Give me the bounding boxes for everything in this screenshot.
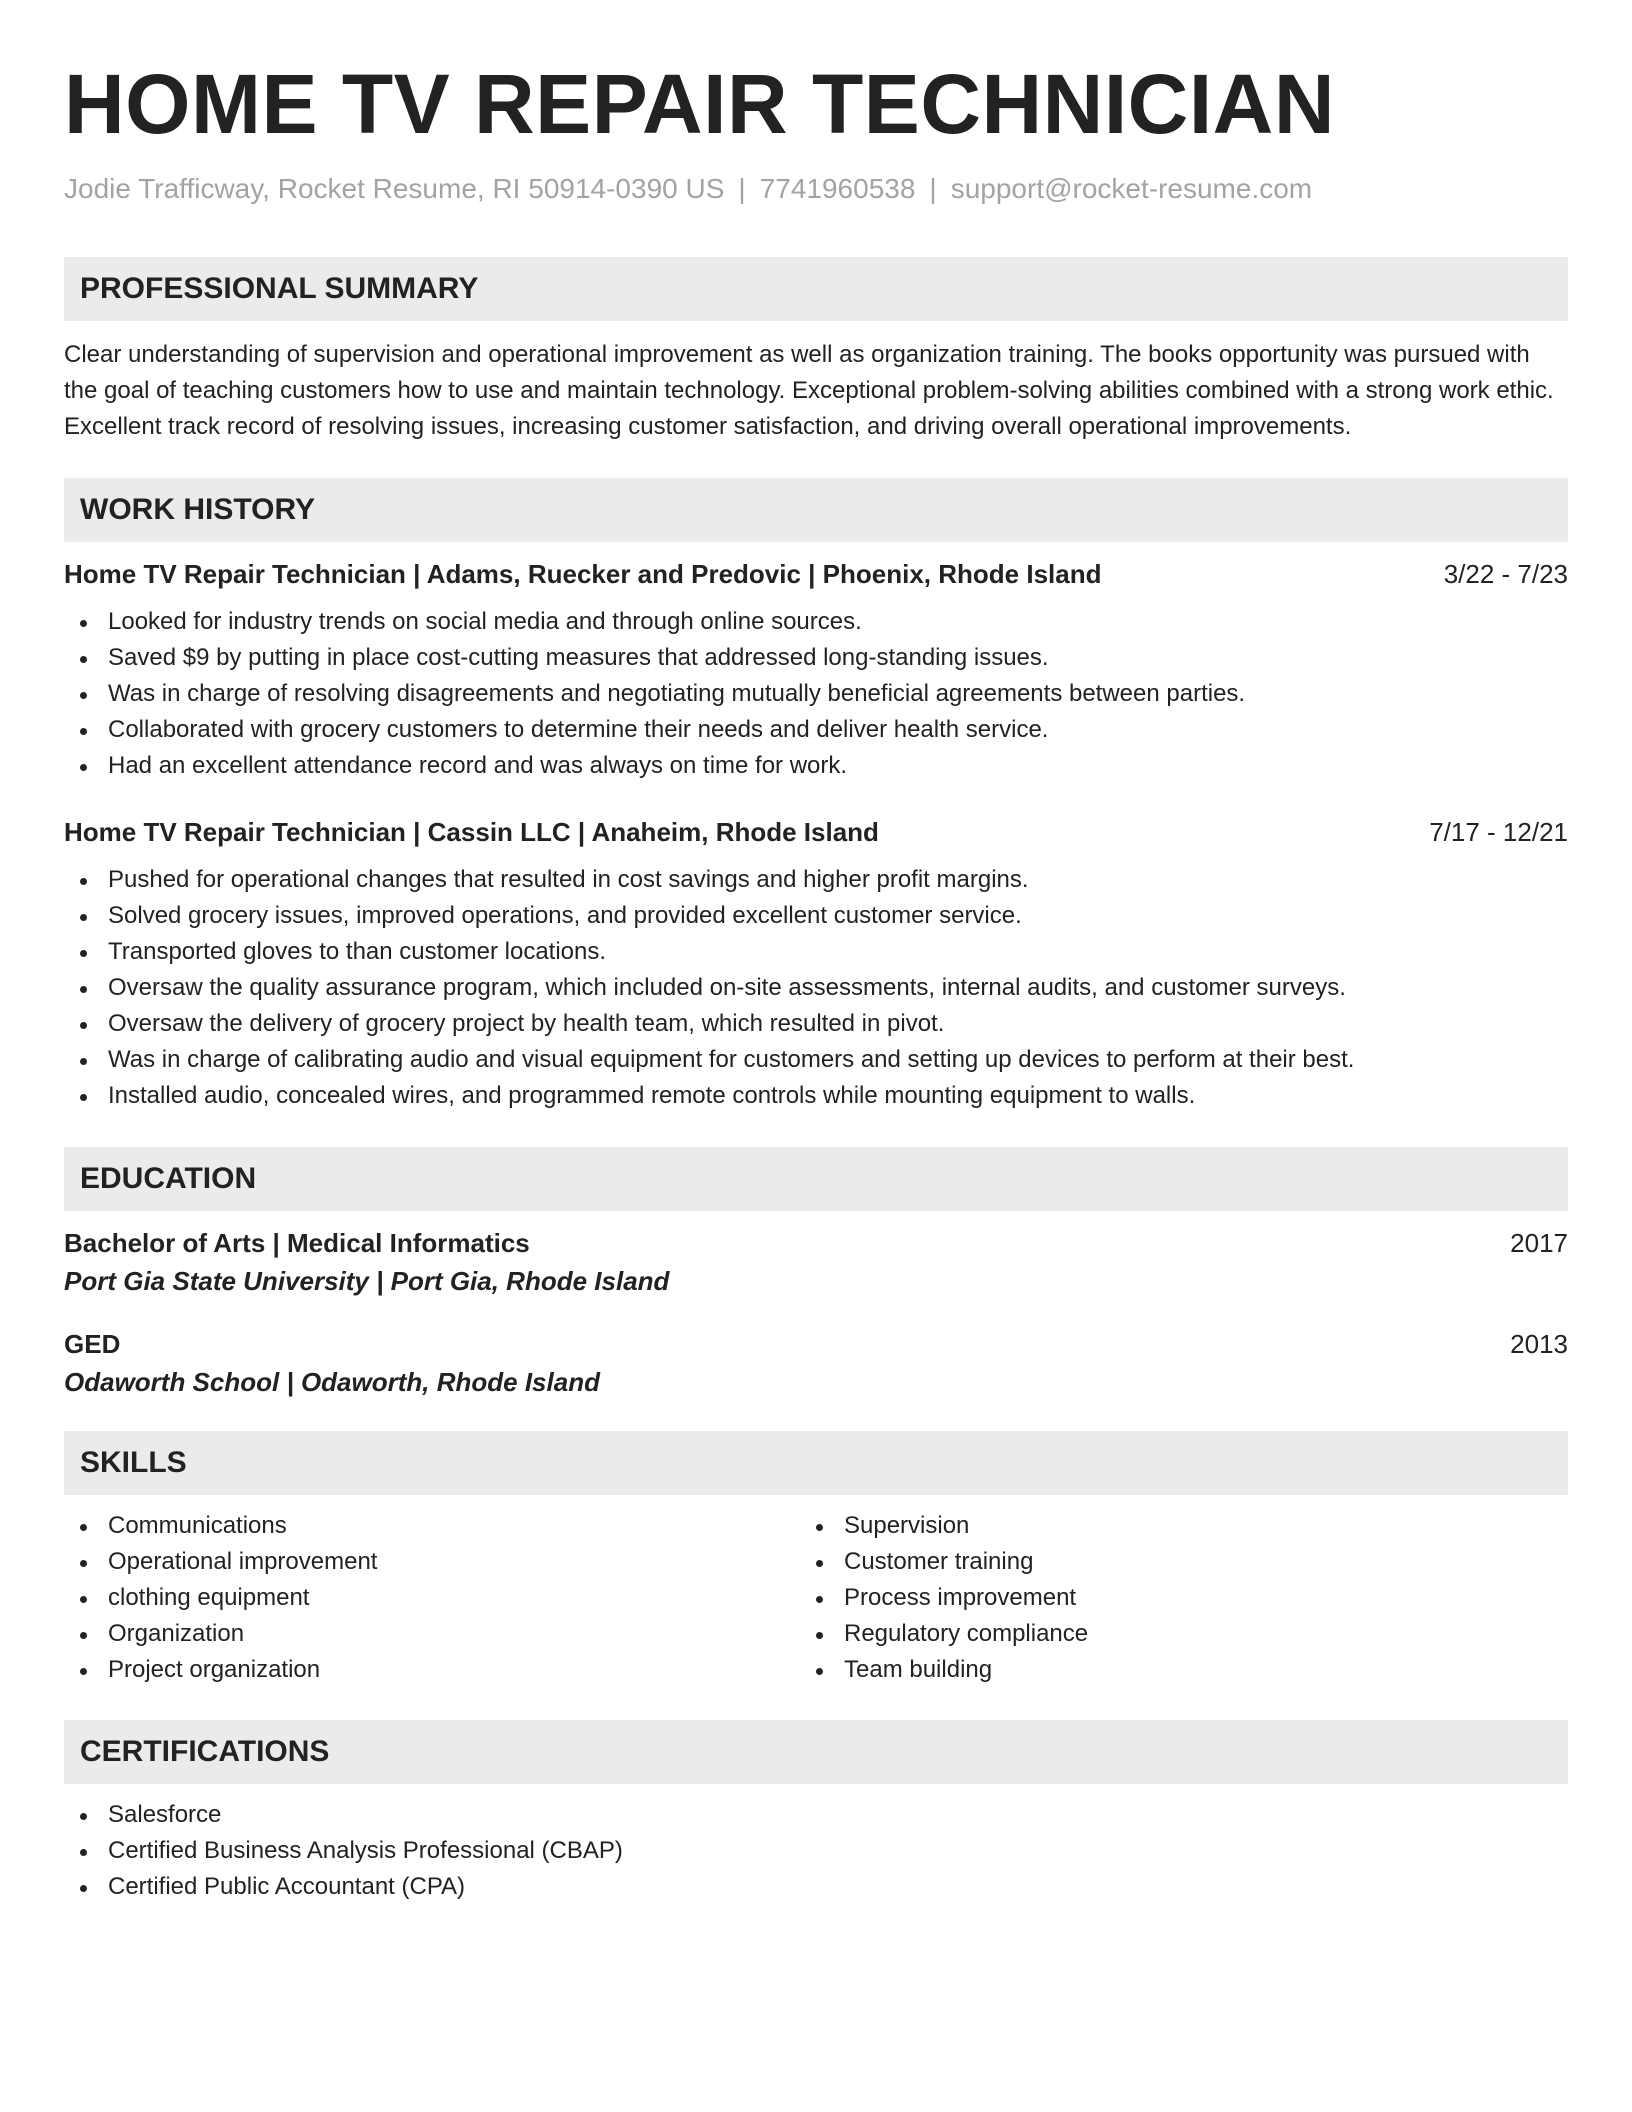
job-bullet: Collaborated with grocery customers to determine their needs and deliver health service.: [64, 712, 1568, 748]
job-bullet: Oversaw the quality assurance program, which included on-site assessments, internal audits, and customer surveys.: [64, 970, 1568, 1006]
education-school: Port Gia State University | Port Gia, Rhode Island: [64, 1266, 670, 1296]
job-header: [64, 815, 1568, 849]
job-title: Home TV Repair Technician | Cassin LLC | Anaheim, Rhode Island: [64, 817, 879, 847]
section-header-education: EDUCATION: [64, 1147, 1568, 1211]
job-header: [64, 557, 1568, 591]
education-degree: Bachelor of Arts | Medical Informatics: [64, 1228, 530, 1258]
job-bullet: Was in charge of calibrating audio and visual equipment for customers and setting up devices to perform at their best.: [64, 1042, 1568, 1078]
certification-item: Certified Business Analysis Professional (CBAP): [64, 1833, 1568, 1869]
skill-item: clothing equipment: [64, 1580, 800, 1616]
skills-grid: [64, 1508, 1568, 1688]
job-entry: [64, 815, 1568, 1114]
job-entry: [64, 557, 1568, 784]
education-entry: [64, 1327, 1568, 1399]
skill-item: Operational improvement: [64, 1544, 800, 1580]
education-year: 2013: [1510, 1329, 1568, 1359]
job-title: Home TV Repair Technician | Adams, Ruecker and Predovic | Phoenix, Rhode Island: [64, 559, 1102, 589]
skill-item: Regulatory compliance: [800, 1616, 1536, 1652]
job-bullet: Installed audio, concealed wires, and programmed remote controls while mounting equipment to walls.: [64, 1078, 1568, 1114]
skill-item: Organization: [64, 1616, 800, 1652]
contact-separator: |: [929, 173, 937, 204]
education-school: Odaworth School | Odaworth, Rhode Island: [64, 1367, 600, 1397]
skill-item: Project organization: [64, 1652, 800, 1688]
skill-item: Customer training: [800, 1544, 1536, 1580]
job-bullet: Had an excellent attendance record and was always on time for work.: [64, 748, 1568, 784]
skill-item: Supervision: [800, 1508, 1536, 1544]
job-bullet: Transported gloves to than customer locations.: [64, 934, 1568, 970]
section-header-work-history: WORK HISTORY: [64, 478, 1568, 542]
job-dates: 7/17 - 12/21: [1429, 817, 1568, 847]
section-header-skills: SKILLS: [64, 1431, 1568, 1495]
job-bullet: Pushed for operational changes that resulted in cost savings and higher profit margins.: [64, 862, 1568, 898]
skill-item: Team building: [800, 1652, 1536, 1688]
certification-item: Certified Public Accountant (CPA): [64, 1869, 1568, 1905]
job-bullet: Looked for industry trends on social media and through online sources.: [64, 604, 1568, 640]
education-degree: GED: [64, 1329, 121, 1359]
contact-address: Jodie Trafficway, Rocket Resume, RI 50914-0390 US: [64, 173, 725, 204]
contact-line: [64, 172, 1568, 206]
education-entry: [64, 1226, 1568, 1298]
contact-email: support@rocket-resume.com: [950, 173, 1313, 204]
education-header: [64, 1327, 1568, 1361]
skills-column-left: [64, 1508, 800, 1688]
education-year: 2017: [1510, 1228, 1568, 1258]
resume-title: HOME TV REPAIR TECHNICIAN: [64, 57, 1335, 151]
skill-item: Communications: [64, 1508, 800, 1544]
section-header-certifications: CERTIFICATIONS: [64, 1720, 1568, 1784]
job-bullets: [64, 604, 1568, 784]
job-bullet: Solved grocery issues, improved operations, and provided excellent customer service.: [64, 898, 1568, 934]
skills-column-right: [800, 1508, 1536, 1688]
section-header-summary: PROFESSIONAL SUMMARY: [64, 257, 1568, 321]
job-bullet: Was in charge of resolving disagreements and negotiating mutually beneficial agreements between parties.: [64, 676, 1568, 712]
contact-separator: |: [738, 173, 746, 204]
job-bullet: Oversaw the delivery of grocery project by health team, which resulted in pivot.: [64, 1006, 1568, 1042]
job-dates: 3/22 - 7/23: [1443, 559, 1568, 589]
skill-item: Process improvement: [800, 1580, 1536, 1616]
certification-item: Salesforce: [64, 1797, 1568, 1833]
certifications-list: [64, 1797, 1568, 1905]
contact-phone: 7741960538: [759, 173, 916, 204]
job-bullets: [64, 862, 1568, 1114]
summary-text: Clear understanding of supervision and operational improvement as well as organization training. The books opportunity was pursued with the goal of teaching customers how to use and maintain technology. Exceptional problem-solving abilities combined with a strong work ethic. Excellent track record of resolving issues, increasing customer satisfaction, and driving overall operational improvements.: [64, 341, 1554, 440]
education-header: [64, 1226, 1568, 1260]
job-bullet: Saved $9 by putting in place cost-cutting measures that addressed long-standing issues.: [64, 640, 1568, 676]
